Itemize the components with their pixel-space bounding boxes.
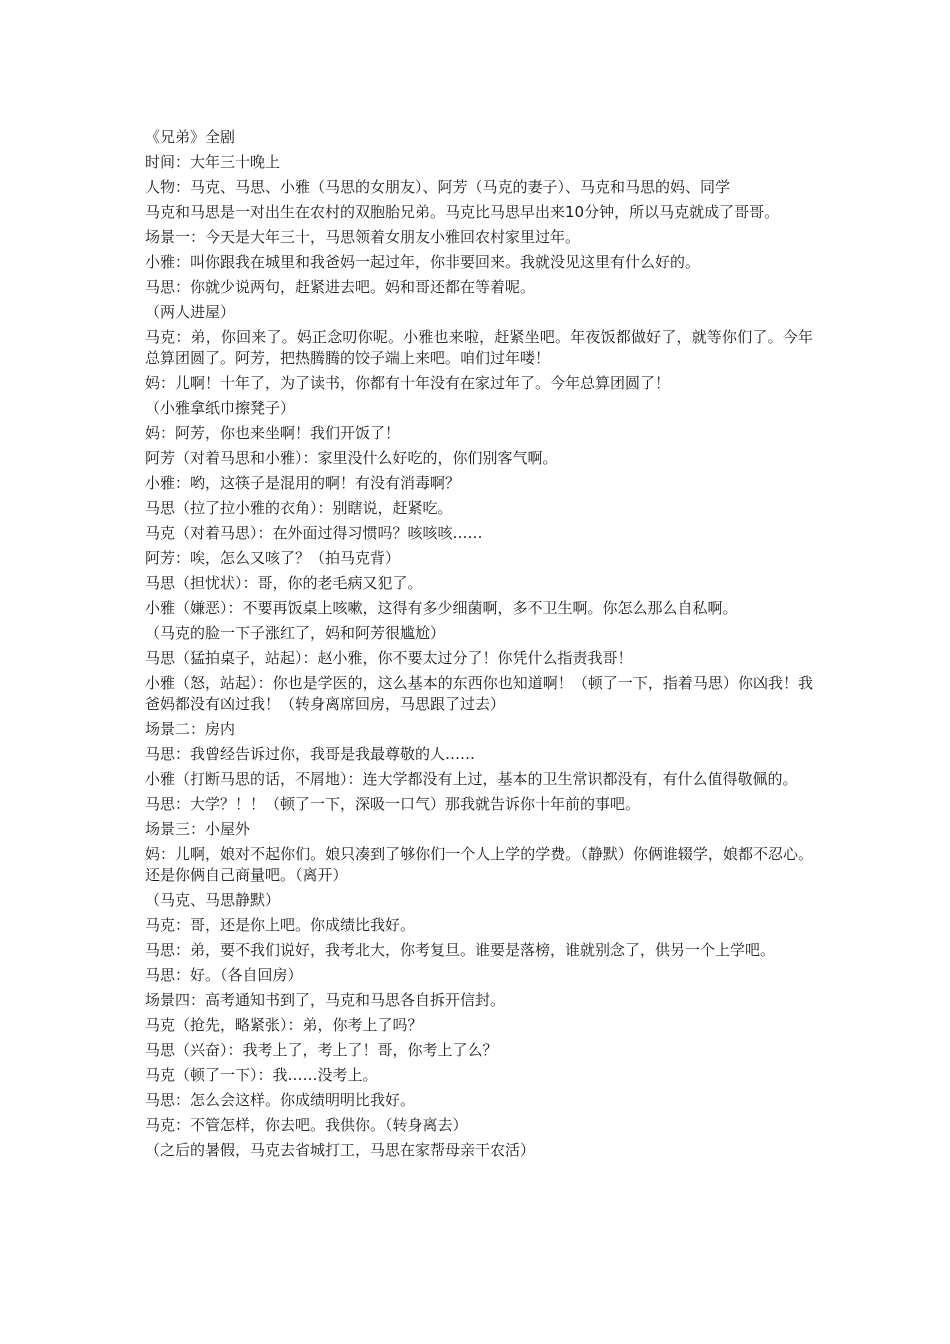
dialogue-line: 小雅（打断马思的话，不屑地）：连大学都没有上过，基本的卫生常识都没有，有什么值得敬佩的。 xyxy=(145,770,798,788)
dialogue-line: 妈：儿啊！十年了，为了读书，你都有十年没有在家过年了。今年总算团圆了！ xyxy=(145,374,671,392)
dialogue-line: 小雅：叫你跟我在城里和我爸妈一起过年，你非要回来。我就没见这里有什么好的。 xyxy=(145,253,701,271)
stage-direction: （马克、马思静默） xyxy=(145,891,281,909)
dialogue-line: 马思（猛拍桌子，站起）：赵小雅，你不要太过分了！你凭什么指责我哥！ xyxy=(145,649,633,667)
dialogue-line: 妈：儿啊，娘对不起你们。娘只凑到了够你们一个人上学的学费。（静默）你俩谁辍学，娘都不忍心。还是你俩自己商量吧。（离开） xyxy=(145,845,813,884)
dialogue-line: 马思：你就少说两句，赶紧进去吧。妈和哥还都在等着呢。 xyxy=(145,278,536,296)
dialogue-line: 小雅：哟，这筷子是混用的啊！有没有消毒啊？ xyxy=(145,474,461,492)
document-page xyxy=(145,127,813,1165)
dialogue-line: 妈：阿芳，你也来坐啊！我们开饭了！ xyxy=(145,424,401,442)
stage-direction: （小雅拿纸巾擦凳子） xyxy=(145,399,296,417)
stage-direction: （之后的暑假，马克去省城打工，马思在家帮母亲干农活） xyxy=(145,1141,536,1159)
dialogue-line: 马思：好。（各自回房） xyxy=(145,966,303,984)
stage-direction: （马克的脸一下子涨红了，妈和阿芳很尴尬） xyxy=(145,624,446,642)
dialogue-line: 阿芳：唉，怎么又咳了？（拍马克背） xyxy=(145,549,401,567)
dialogue-line: 马克：弟，你回来了。妈正念叨你呢。小雅也来啦，赶紧坐吧。年夜饭都做好了，就等你们了。今年总算团圆了。阿芳，把热腾腾的饺子端上来吧。咱们过年喽！ xyxy=(145,328,813,367)
dialogue-line: 马克（对着马思）：在外面过得习惯吗？咳咳咳…… xyxy=(145,524,483,542)
scene-heading: 场景二：房内 xyxy=(145,720,236,738)
dialogue-line: 马思：我曾经告诉过你，我哥是我最尊敬的人…… xyxy=(145,745,476,763)
intro-paragraph: 马克和马思是一对出生在农村的双胞胎兄弟。马克比马思早出来10分钟，所以马克就成了哥哥。 xyxy=(145,203,780,221)
dialogue-line: 马克：不管怎样，你去吧。我供你。（转身离去） xyxy=(145,1116,468,1134)
scene-heading: 场景三：小屋外 xyxy=(145,820,251,838)
stage-direction: （两人进屋） xyxy=(145,303,236,321)
scene-heading: 场景一：今天是大年三十，马思领着女朋友小雅回农村家里过年。 xyxy=(145,228,581,246)
dialogue-line: 马思：大学？！！（顿了一下，深吸一口气）那我就告诉你十年前的事吧。 xyxy=(145,795,641,813)
dialogue-line: 马思（兴奋）：我考上了，考上了！哥，你考上了么？ xyxy=(145,1041,498,1059)
dialogue-line: 马思（拉了拉小雅的衣角）：别瞎说，赶紧吃。 xyxy=(145,499,453,517)
dialogue-line: 马克（顿了一下）：我……没考上。 xyxy=(145,1066,378,1084)
dialogue-line: 马思：弟，要不我们说好，我考北大，你考复旦。谁要是落榜，谁就别念了，供另一个上学吧。 xyxy=(145,941,776,959)
dialogue-line: 马思：怎么会这样。你成绩明明比我好。 xyxy=(145,1091,416,1109)
dialogue-line: 阿芳（对着马思和小雅）：家里没什么好吃的，你们别客气啊。 xyxy=(145,449,558,467)
time-line: 时间：大年三十晚上 xyxy=(145,153,281,171)
scene-heading: 场景四：高考通知书到了，马克和马思各自拆开信封。 xyxy=(145,991,506,1009)
dialogue-line: 马克：哥，还是你上吧。你成绩比我好。 xyxy=(145,916,416,934)
dialogue-line: 小雅（嫌恶）：不要再饭桌上咳嗽，这得有多少细菌啊，多不卫生啊。你怎么那么自私啊。 xyxy=(145,599,738,617)
characters-line: 人物：马克、马思、小雅（马思的女朋友）、阿芳（马克的妻子）、马克和马思的妈、同学 xyxy=(145,178,731,196)
document-title: 《兄弟》全剧 xyxy=(145,128,236,146)
dialogue-line: 马思（担忧状）：哥，你的老毛病又犯了。 xyxy=(145,574,423,592)
dialogue-line: 小雅（怒，站起）：你也是学医的，这么基本的东西你也知道啊！（顿了一下，指着马思）你凶我！我爸妈都没有凶过我！（转身离席回房，马思跟了过去） xyxy=(145,674,813,713)
dialogue-line: 马克（抢先，略紧张）：弟，你考上了吗？ xyxy=(145,1016,423,1034)
